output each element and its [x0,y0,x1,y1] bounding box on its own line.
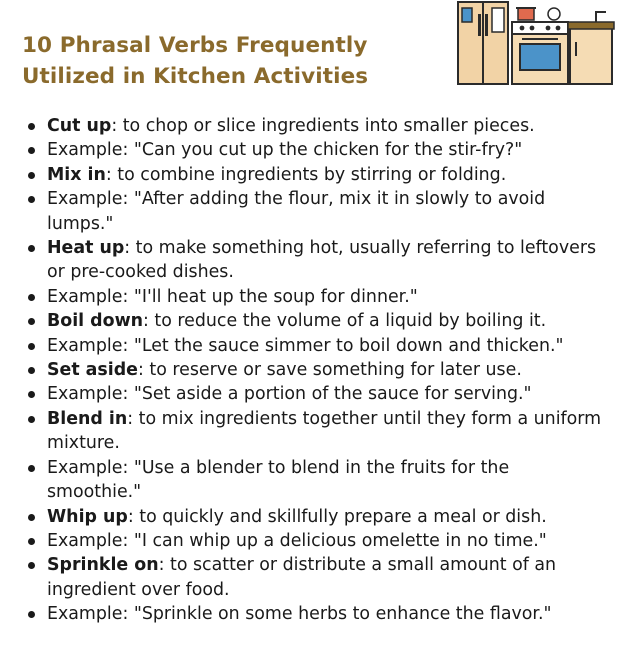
fridge-handle-left [478,14,481,36]
pot [518,8,534,20]
phrasal-verb-term: Heat up [47,238,125,259]
definition-item [26,236,606,285]
definition-item [26,309,606,333]
definition-item [26,358,606,382]
example-item [26,382,606,406]
phrasal-verb-list [26,114,606,627]
example-text: Example: "I can whip up a delicious omelette in no time." [47,530,547,551]
example-item [26,138,606,162]
example-text: Example: "Sprinkle on some herbs to enhance the flavor." [47,604,552,625]
definition-text: : to mix ingredients together until they form a uniform mixture. [47,408,602,454]
phrasal-verb-term: Cut up [47,116,112,136]
example-text: Example: "Let the sauce simmer to boil down and thicken." [47,335,564,356]
example-item [26,529,606,553]
definition-text: : to quickly and skillfully prepare a meal or dish. [127,506,547,527]
example-item [26,602,606,626]
oven-knob-2 [530,26,535,31]
example-text: Example: "After adding the flour, mix it in slowly to avoid lumps." [47,189,546,234]
fridge-handle-right [485,14,488,36]
definition-item [26,114,606,138]
phrasal-verb-term: Set aside [47,360,138,381]
example-text: Example: "I'll heat up the soup for dinner." [47,286,418,307]
example-item [26,334,606,358]
phrasal-verb-term: Whip up [47,506,128,527]
definition-item [26,163,606,187]
phrasal-verb-term: Sprinkle on [47,555,159,576]
definition-item [26,407,606,456]
kettle [548,8,560,20]
oven-window [520,44,560,70]
definition-text: : to make something hot, usually referring to leftovers or pre-cooked dishes. [47,238,597,283]
oven-knob-4 [556,26,561,31]
fridge-panel [492,8,504,32]
definition-text: : to reduce the volume of a liquid by boiling it. [143,311,547,332]
phrasal-verb-term: Mix in [47,164,106,185]
phrasal-verb-term: Blend in [47,408,128,429]
kitchen-appliances-icon [456,0,616,88]
definition-text: : to combine ingredients by stirring or folding. [105,164,507,185]
example-text: Example: "Can you cut up the chicken for the stir-fry?" [47,140,523,161]
phrasal-verb-term: Boil down [47,311,144,332]
definition-text: : to chop or slice ingredients into smaller pieces. [111,116,535,136]
example-item [26,456,606,505]
title-line-1: 10 Phrasal Verbs Frequently [22,33,368,58]
definition-item [26,505,606,529]
oven-knob-1 [520,26,525,31]
definition-text: : to scatter or distribute a small amount of an ingredient over food. [47,555,557,600]
oven-knob-3 [546,26,551,31]
example-text: Example: "Set aside a portion of the sauce for serving." [47,384,532,405]
example-item [26,187,606,236]
page-title [22,30,442,92]
faucet [596,12,606,22]
fridge-dispenser [462,8,472,22]
cabinet-top [568,22,614,29]
title-line-2: Utilized in Kitchen Activities [22,64,369,89]
example-text: Example: "Use a blender to blend in the fruits for the smoothie." [47,457,510,503]
example-item [26,285,606,309]
definition-text: : to reserve or save something for later use. [137,360,522,381]
definition-item [26,553,606,602]
